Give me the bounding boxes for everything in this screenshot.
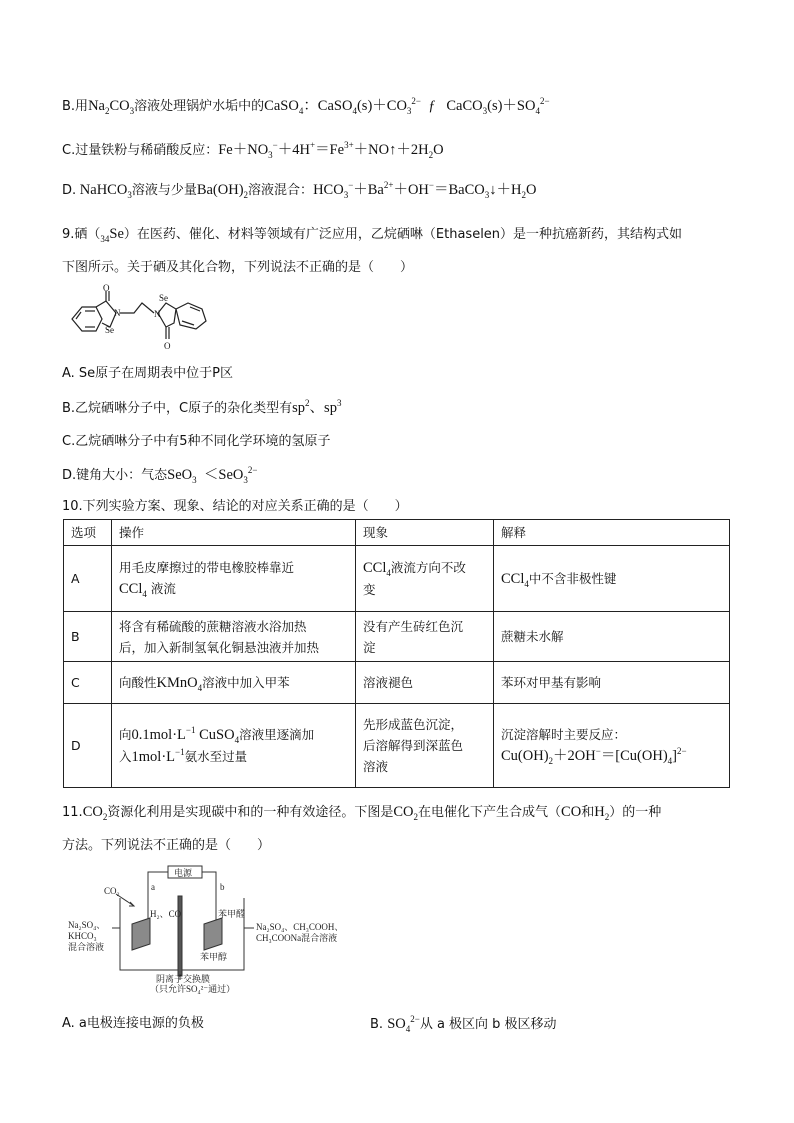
atom-se-right: Se bbox=[159, 293, 168, 303]
q9-stem-line2: 下图所示。关于硒及其化合物，下列说法不正确的是（ ） bbox=[62, 260, 414, 275]
ethaselen-structure bbox=[62, 283, 222, 355]
formula-na2co3: $Na_2CO_3$ bbox=[88, 98, 135, 116]
q11-b-prefix: B. bbox=[370, 1017, 388, 1032]
q11-option-b bbox=[370, 1014, 557, 1035]
co2-formula: $CO_2$ bbox=[82, 804, 108, 822]
q11-num: 11. bbox=[62, 805, 83, 820]
formula-nahco3: NaHCO$_3$ bbox=[76, 182, 132, 200]
electrode-a bbox=[132, 918, 150, 950]
row-label: A bbox=[64, 546, 112, 612]
q11-stem-line1 bbox=[62, 802, 661, 823]
co2-arrow-label: CO₂ bbox=[104, 886, 120, 896]
terminal-b-label: b bbox=[220, 882, 225, 892]
q8-b-text: 溶液处理锅炉水垢中的 bbox=[134, 99, 265, 114]
cell-operation: 用毛皮摩擦过的带电橡胶棒靠近 CCl$_4$ 液流 bbox=[112, 546, 356, 612]
table-header-row bbox=[64, 520, 730, 546]
electrolysis-diagram bbox=[68, 862, 348, 994]
header-option: 选项 bbox=[64, 520, 112, 546]
q11-stem-line2: 方法。下列说法不正确的是（ ） bbox=[62, 838, 271, 853]
q9-stem-line1 bbox=[62, 224, 682, 245]
atom-se-left: Se bbox=[105, 325, 114, 335]
co2-formula-2: $CO_2$ bbox=[393, 804, 419, 822]
cell-operation: 向酸性KMnO$_4$溶液中加入甲苯 bbox=[112, 662, 356, 704]
q9-b-text: B.乙烷硒啉分子中，C原子的杂化类型有 bbox=[62, 401, 293, 416]
formula-baoh2: $Ba(OH)_2$ bbox=[196, 182, 249, 200]
q11-stem-e: ）的一种 bbox=[609, 805, 662, 820]
q9-option-c: C.乙烷硒啉分子中有5种不同化学环境的氢原子 bbox=[62, 434, 331, 449]
atom-o-left: O bbox=[103, 283, 110, 293]
q8-d-text1: 溶液与少量 bbox=[131, 183, 197, 198]
sulfate-ion: $SO_4^{2-}$ bbox=[387, 1014, 420, 1034]
header-phenomenon: 现象 bbox=[356, 520, 494, 546]
atom-n-right: N bbox=[154, 309, 161, 319]
equation-fe-hno3: $Fe+NO_3^-+4H^+=Fe^{3+}+NO↑+2H_2O$ bbox=[218, 140, 444, 160]
q9-stem-a: 9.硒（ bbox=[62, 227, 101, 242]
power-label: 电源 bbox=[174, 868, 193, 878]
cell-phenomenon: CCl$_4$液流方向不改 变 bbox=[356, 546, 494, 612]
hybrid-types: $sp^2$、$sp^3$ bbox=[292, 398, 342, 416]
right-solution-line1: Na₂SO₄、CH₃COOH、 bbox=[256, 922, 344, 932]
q11-stem-b: 资源化利用是实现碳中和的一种有效途径。下图是 bbox=[107, 805, 394, 820]
q8-option-d bbox=[62, 180, 536, 201]
q8-d-prefix: D. bbox=[62, 183, 77, 198]
left-solution-line1: Na₂SO₄、 bbox=[68, 920, 106, 930]
membrane-label-2: （只允许SO₄²⁻通过） bbox=[150, 984, 236, 994]
q9-option-a: A. Se原子在周期表中位于P区 bbox=[62, 366, 234, 381]
benzaldehyde-top-label: 苯甲醛 bbox=[218, 909, 246, 919]
row-label: D bbox=[64, 704, 112, 788]
terminal-a-label: a bbox=[151, 882, 155, 892]
q8-c-text: C.过量铁粉与稀硝酸反应： bbox=[62, 143, 219, 158]
q11-b-text: 从 a 极区向 b 极区移动 bbox=[419, 1017, 557, 1032]
q8-option-c bbox=[62, 140, 444, 161]
q11-stem-d: 和 bbox=[581, 805, 595, 820]
q11-option-a: A. a电极连接电源的负极 bbox=[62, 1016, 204, 1031]
q9-d-text: D.键角大小：气态 bbox=[62, 468, 168, 483]
header-operation: 操作 bbox=[112, 520, 356, 546]
q11-stem-c: 在电催化下产生合成气（ bbox=[418, 805, 562, 820]
membrane-label-1: 阴离子交换膜 bbox=[156, 974, 211, 984]
h2-formula: $H_2$ bbox=[594, 804, 610, 822]
right-solution-line2: CH₃COONa混合溶液 bbox=[256, 933, 338, 943]
cell-operation: 将含有稀硫酸的蔗糖溶液水浴加热 后，加入新制氢氧化铜悬浊液并加热 bbox=[112, 612, 356, 662]
header-explanation: 解释 bbox=[494, 520, 730, 546]
products-label: H₂、CO bbox=[150, 909, 182, 919]
table-row-c bbox=[64, 662, 730, 704]
cell-phenomenon: 先形成蓝色沉淀， 后溶解得到深蓝色 溶液 bbox=[356, 704, 494, 788]
electrode-b bbox=[204, 918, 222, 950]
left-solution-line2: KHCO₃ bbox=[68, 931, 97, 941]
q9-option-b bbox=[62, 398, 341, 419]
formula-caso4: CaSO$_4$：$CaSO_4(s)+CO_3^{2-}$ ƒ $CaCO_3(s)+SO_4^{2-}$ bbox=[264, 96, 550, 116]
symbol-se34: $_{34}$Se bbox=[100, 226, 124, 244]
cell-operation: 向$0.1mol\cdot L^{-1}$ CuSO$_4$溶液里逐滴加 入$1mol\cdot L^{-1}$氨水至过量 bbox=[112, 704, 356, 788]
row-label: B bbox=[64, 612, 112, 662]
cell-phenomenon: 没有产生砖红色沉 淀 bbox=[356, 612, 494, 662]
anion-membrane bbox=[178, 896, 182, 976]
cell-explanation: CCl$_4$中不含非极性键 bbox=[494, 546, 730, 612]
cell-phenomenon: 溶液褪色 bbox=[356, 662, 494, 704]
atom-n-left: N bbox=[114, 308, 121, 318]
co-formula: CO bbox=[561, 804, 582, 820]
row-label: C bbox=[64, 662, 112, 704]
q8-option-b bbox=[62, 96, 550, 117]
benzyl-alcohol-label: 苯甲醇 bbox=[200, 952, 228, 962]
q10-stem: 10.下列实验方案、现象、结论的对应关系正确的是（ ） bbox=[62, 499, 408, 514]
atom-o-right: O bbox=[164, 341, 171, 351]
q9-option-d bbox=[62, 465, 257, 486]
q9-stem-b: ）在医药、催化、材料等领域有广泛应用，乙烷硒啉（Ethaselen）是一种抗癌新药，其结构式如 bbox=[123, 227, 683, 242]
left-solution-line3: 混合溶液 bbox=[68, 942, 105, 952]
equation-hco3-ba: $HCO_3^-+Ba^{2+}+OH^-=BaCO_3↓+H_2O$ bbox=[313, 180, 537, 200]
cell-explanation: 沉淀溶解时主要反应： $Cu(OH)_2+2OH^-=[Cu(OH)_4]^{2-}$ bbox=[494, 704, 730, 788]
table-row-a bbox=[64, 546, 730, 612]
bond-angle-compare: SeO$_3$ ＜SeO$_3^{2-}$ bbox=[167, 465, 258, 485]
cell-explanation: 苯环对甲基有影响 bbox=[494, 662, 730, 704]
cell-explanation: 蔗糖未水解 bbox=[494, 612, 730, 662]
table-row-d bbox=[64, 704, 730, 788]
q8-b-prefix: B.用 bbox=[62, 99, 89, 114]
q10-table bbox=[63, 519, 730, 788]
q8-d-text2: 溶液混合： bbox=[248, 183, 314, 198]
table-row-b bbox=[64, 612, 730, 662]
